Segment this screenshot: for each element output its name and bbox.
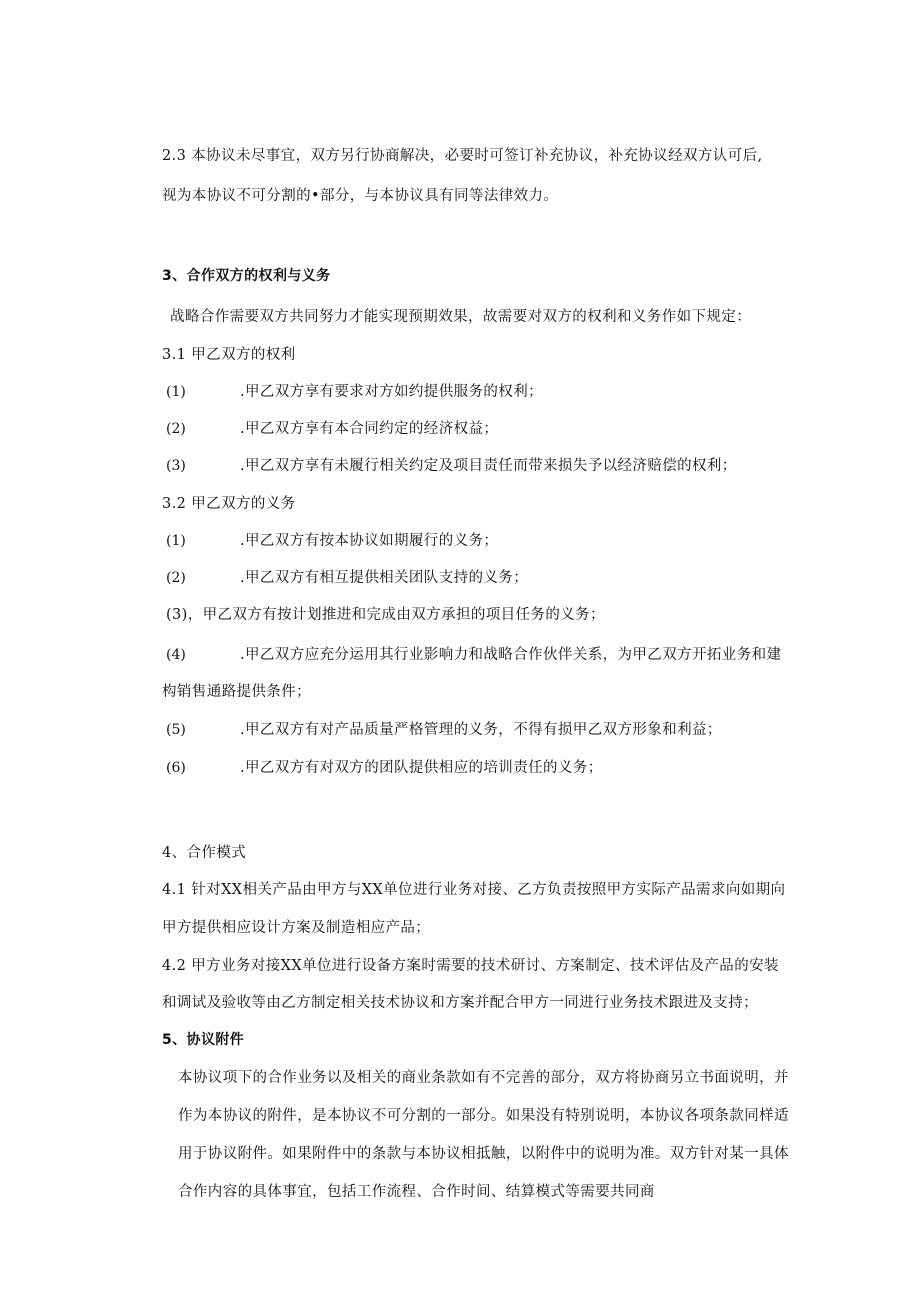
- rights-item-2-text: .甲乙双方享有本合同约定的经济权益；: [240, 421, 499, 437]
- section-5-line-2: 作为本协议的附件，是本协议不可分割的一部分。如果没有特别说明，本协议各项条款同样适: [178, 1108, 789, 1124]
- rights-item-3-text: .甲乙双方享有未履行相关约定及项目责任而带来损失予以经济赔偿的权利；: [240, 458, 737, 474]
- duties-item-4-cont: 构销售通路提供条件；: [162, 684, 311, 700]
- duties-item-2-num: (2): [166, 570, 186, 586]
- clause-4-2-line-2: 和调试及验收等由乙方制定相关技术协议和方案并配合甲方一同进行业务技术跟进及支持；: [162, 995, 758, 1011]
- duties-item-3: (3)，甲乙双方有按计划推进和完成由双方承担的项目任务的义务；: [166, 607, 605, 623]
- rights-item-1-num: (1): [166, 384, 186, 400]
- rights-item-3-num: (3): [166, 458, 186, 474]
- duties-item-5-num: (5): [166, 722, 186, 738]
- rights-item-1-text: .甲乙双方享有要求对方如约提供服务的权利；: [240, 384, 544, 400]
- duties-item-1-num: (1): [166, 533, 186, 549]
- duties-item-6-num: (6): [166, 760, 186, 776]
- clause-4-1-line-1: 4.1 针对XX相关产品由甲方与XX单位进行业务对接、乙方负责按照甲方实际产品需求向如期向: [162, 882, 786, 898]
- duties-item-2-text: .甲乙双方有相互提供相关团队支持的义务；: [240, 570, 529, 586]
- section-3-heading: 3、合作双方的权利与义务: [162, 268, 331, 284]
- duties-heading: 3.2 甲乙双方的义务: [162, 496, 296, 512]
- duties-item-5-text: .甲乙双方有对产品质量严格管理的义务，不得有损甲乙双方形象和利益；: [240, 722, 722, 738]
- clause-4-2-line-1: 4.2 甲方业务对接XX单位进行设备方案时需要的技术研讨、方案制定、技术评估及产品的安装: [162, 958, 779, 974]
- duties-item-1-text: .甲乙双方有按本协议如期履行的义务；: [240, 533, 499, 549]
- section-5-line-3: 用于协议附件。如果附件中的条款与本协议相抵触，以附件中的说明为准。双方针对某一具体: [178, 1146, 789, 1162]
- section-5-heading: 5、协议附件: [162, 1032, 245, 1048]
- section-3-intro: 战略合作需要双方共同努力才能实现预期效果，故需要对双方的权利和义务作如下规定：: [170, 309, 752, 325]
- clause-2-3-line-2: 视为本协议不可分割的•部分，与本协议具有同等法律效力。: [162, 188, 559, 204]
- section-4-heading: 4、合作模式: [162, 845, 247, 861]
- rights-heading: 3.1 甲乙双方的权利: [162, 347, 296, 363]
- clause-4-1-line-2: 甲方提供相应设计方案及制造相应产品；: [162, 920, 431, 936]
- clause-2-3-line-1: 2.3 本协议未尽事宜，双方另行协商解决，必要时可签订补充协议，补充协议经双方认可后,: [162, 148, 763, 164]
- section-5-line-1: 本协议项下的合作业务以及相关的商业条款如有不完善的部分，双方将协商另立书面说明，并: [178, 1070, 789, 1086]
- duties-item-4-text: .甲乙双方应充分运用其行业影响力和战略合作伙伴关系，为甲乙双方开拓业务和建: [240, 647, 782, 663]
- rights-item-2-num: (2): [166, 421, 186, 437]
- section-5-line-4: 合作内容的具体事宜，包括工作流程、合作时间、结算模式等需要共同商: [178, 1184, 655, 1200]
- duties-item-6-text: .甲乙双方有对双方的团队提供相应的培训责任的义务；: [240, 760, 603, 776]
- duties-item-4-num: (4): [166, 647, 186, 663]
